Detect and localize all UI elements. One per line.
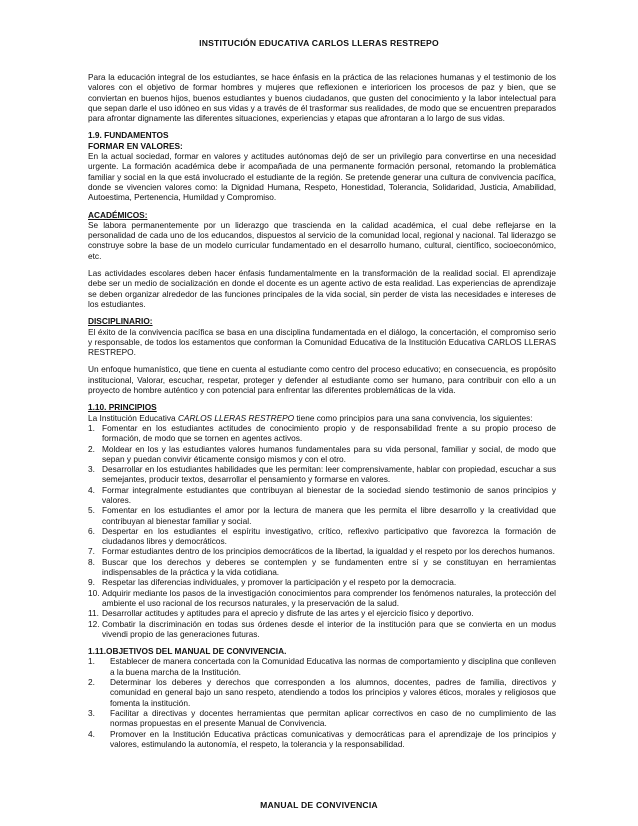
- paragraph: Un enfoque humanístico, que tiene en cuenta al estudiante como centro del proceso educativo; en consecuencia, es propósito institucional, Valorar, escuchar, respetar, proteger y defender al estudiante como ser humano, para contribuir con ello a un proyecto de hombre auténtico y con potencial para enfrentar las diferentes problemáticas de la vida.: [88, 364, 556, 396]
- section-heading: 1.10. PRINCIPIOS: [88, 402, 157, 413]
- list-item: 1. Establecer de manera concertada con la Comunidad Educativa las normas de comportamiento y disciplina que conlleven a la buena marcha de la Institución.: [88, 656, 556, 677]
- objetivos-list: [88, 656, 556, 749]
- list-item: 8. Buscar que los derechos y deberes se contemplen y se fundamenten entre sí y se constituyan en herramientas indispensables de la práctica y la vida cotidiana.: [88, 556, 556, 578]
- list-item: 4. Formar integralmente estudiantes que contribuyan al bienestar de la sociedad siendo testimonio de sanos principios y valores.: [88, 484, 556, 505]
- subsection-heading: DISCIPLINARIO:: [88, 316, 153, 327]
- list-item: 3. Facilitar a directivas y docentes herramientas que permitan aplicar correctivos en caso de no cumplimiento de las normas propuestas en el presente Manual de Convivencia.: [88, 707, 556, 729]
- principios-intro: La Institución Educativa CARLOS LLERAS RESTREPO tiene como principios para una sana convivencia, los siguientes:: [88, 412, 533, 423]
- paragraph: Se labora permanentemente por un liderazgo que trascienda en la calidad académica, el cual debe reflejarse en la personalidad de cada uno de los educandos, dispuestos al servicio de la comunidad local, regional y nacional. Tal liderazgo se construye sobre la base de un modelo curricular fundamentado en el desarrollo humano, cultural, científico, socioeconómico, etc.: [88, 219, 556, 261]
- section-principios: [88, 402, 556, 639]
- page-header: INSTITUCIÓN EDUCATIVA CARLOS LLERAS RESTREPO: [199, 38, 439, 48]
- list-item: 9. Respetar las diferencias individuales, y promover la participación y el respeto por la democracia.: [88, 577, 457, 588]
- subsection-heading: ACADÉMICOS:: [88, 209, 148, 220]
- section-objetivos: [88, 646, 556, 749]
- list-item: 6. Despertar en los estudiantes el espíritu investigativo, crítico, reflexivo participativo que favorezca la formación de ciudadanos libres y democráticos.: [88, 525, 556, 547]
- subsection-heading: FORMAR EN VALORES:: [88, 140, 183, 151]
- section-heading: 1.11.OBJETIVOS DEL MANUAL DE CONVIVENCIA.: [88, 646, 287, 657]
- list-item: 11. Desarrollar actitudes y aptitudes para el aprecio y disfrute de las artes y el ejercicio físico y deportivo.: [88, 608, 474, 619]
- intro-paragraph: Para la educación integral de los estudiantes, se hace énfasis en la práctica de las relaciones humanas y el testimonio de los valores con el objetivo de formar hombres y mujeres que reflexionen e interioricen los procesos de paz y bien, que se conviertan en buenos hijos, buenos estudiantes y buenos ciudadanos, que gusten del conocimiento y la labor intelectual para que sepan darle el uso idóneo en sus vidas y a través de él trasformar sus realidades, de modo que se encuentren preparados para afrontar dignamente las diferentes situaciones, experiencias y etapas que afrontaran a lo largo de sus vidas.: [88, 72, 556, 124]
- section-heading: 1.9. FUNDAMENTOS: [88, 130, 169, 141]
- paragraph: En la actual sociedad, formar en valores y actitudes autónomas dejó de ser un privilegio para convertirse en una necesidad urgente. La formación académica debe ir acompañada de una permanente formación personal, retomando la problemática familiar y social en la que está involucrado el estudiante de la región. Se pretende generar una cultura de convivencia pacífica, donde se vivencien valores como: la Dignidad Humana, Respeto, Honestidad, Tolerancia, Solidaridad, Justicia, Amabilidad, Autoestima, Pertenencia, Humildad y Compromiso.: [88, 151, 556, 203]
- list-item: 1. Fomentar en los estudiantes actitudes de conocimiento propio y de responsabilidad frente a su propio proceso de formación, de modo que se tornen en agentes activos.: [88, 422, 556, 444]
- list-item: 2. Determinar los deberes y derechos que corresponden a los alumnos, docentes, padres de familia, directivos y comunidad en general bajo un sano respeto, atendiendo a todos los principios y valores éticos, morales y religiosos que fomenta la institución.: [88, 677, 556, 708]
- paragraph: Las actividades escolares deben hacer énfasis fundamentalmente en la transformación de la realidad social. El aprendizaje debe ser un medio de socialización en donde el docente es un agente activo de esta realidad. Las experiencias de aprendizaje se deben organizar alrededor de las funciones principales de la vida social, sin perder de vista las necesidades e intereses de los estudiantes.: [88, 268, 556, 309]
- institution-name: CARLOS LLERAS RESTREPO: [177, 412, 295, 423]
- list-item: 12. Combatir la discriminación en todas sus órdenes desde el interior de la institución para que se convierta en un modus vivendi propio de las generaciones futuras.: [88, 618, 556, 639]
- list-item: 4. Promover en la Institución Educativa prácticas comunicativas y democráticas para el aprendizaje de los principios y valores, estimulando la autonomía, el respeto, la tolerancia y la responsabilidad.: [88, 728, 556, 749]
- list-item: 10. Adquirir mediante los pasos de la investigación conocimientos para comprender los fenómenos naturales, la protección del ambiente el uso racional de los recursos naturales, y la preservación de la salud.: [88, 587, 556, 608]
- list-item: 5. Fomentar en los estudiantes el amor por la lectura de manera que les permita el libre desarrollo y la creatividad que contribuyan al bienestar familiar y social.: [88, 505, 556, 526]
- principios-list: [88, 423, 556, 639]
- section-fundamentos: [88, 130, 556, 202]
- paragraph: El éxito de la convivencia pacífica se basa en una disciplina fundamentada en el diálogo, la concertación, el compromiso serio y responsable, de todos los estamentos que conforman la Comunidad Educativa de la Institución Educativa CARLOS LLERAS RESTREPO.: [88, 326, 556, 358]
- document-body: [88, 72, 556, 756]
- page-footer: MANUAL DE CONVIVENCIA: [260, 800, 378, 810]
- list-item: 2. Moldear en los y las estudiantes valores humanos fundamentales para su vida personal, familiar y social, de modo que sepan y puedan convivir éticamente consigo mismos y con el otro.: [88, 443, 556, 464]
- list-item: 7. Formar estudiantes dentro de los principios democráticos de la libertad, la igualdad y el respeto por los derechos humanos.: [88, 546, 555, 557]
- section-disciplinario: [88, 316, 556, 395]
- list-item: 3. Desarrollar en los estudiantes habilidades que les permitan: leer comprensivamente, hablar con propiedad, escuchar a sus semejantes, producir textos, desarrollar el pensamiento y formarse en valores.: [88, 464, 556, 485]
- section-academicos: [88, 210, 556, 310]
